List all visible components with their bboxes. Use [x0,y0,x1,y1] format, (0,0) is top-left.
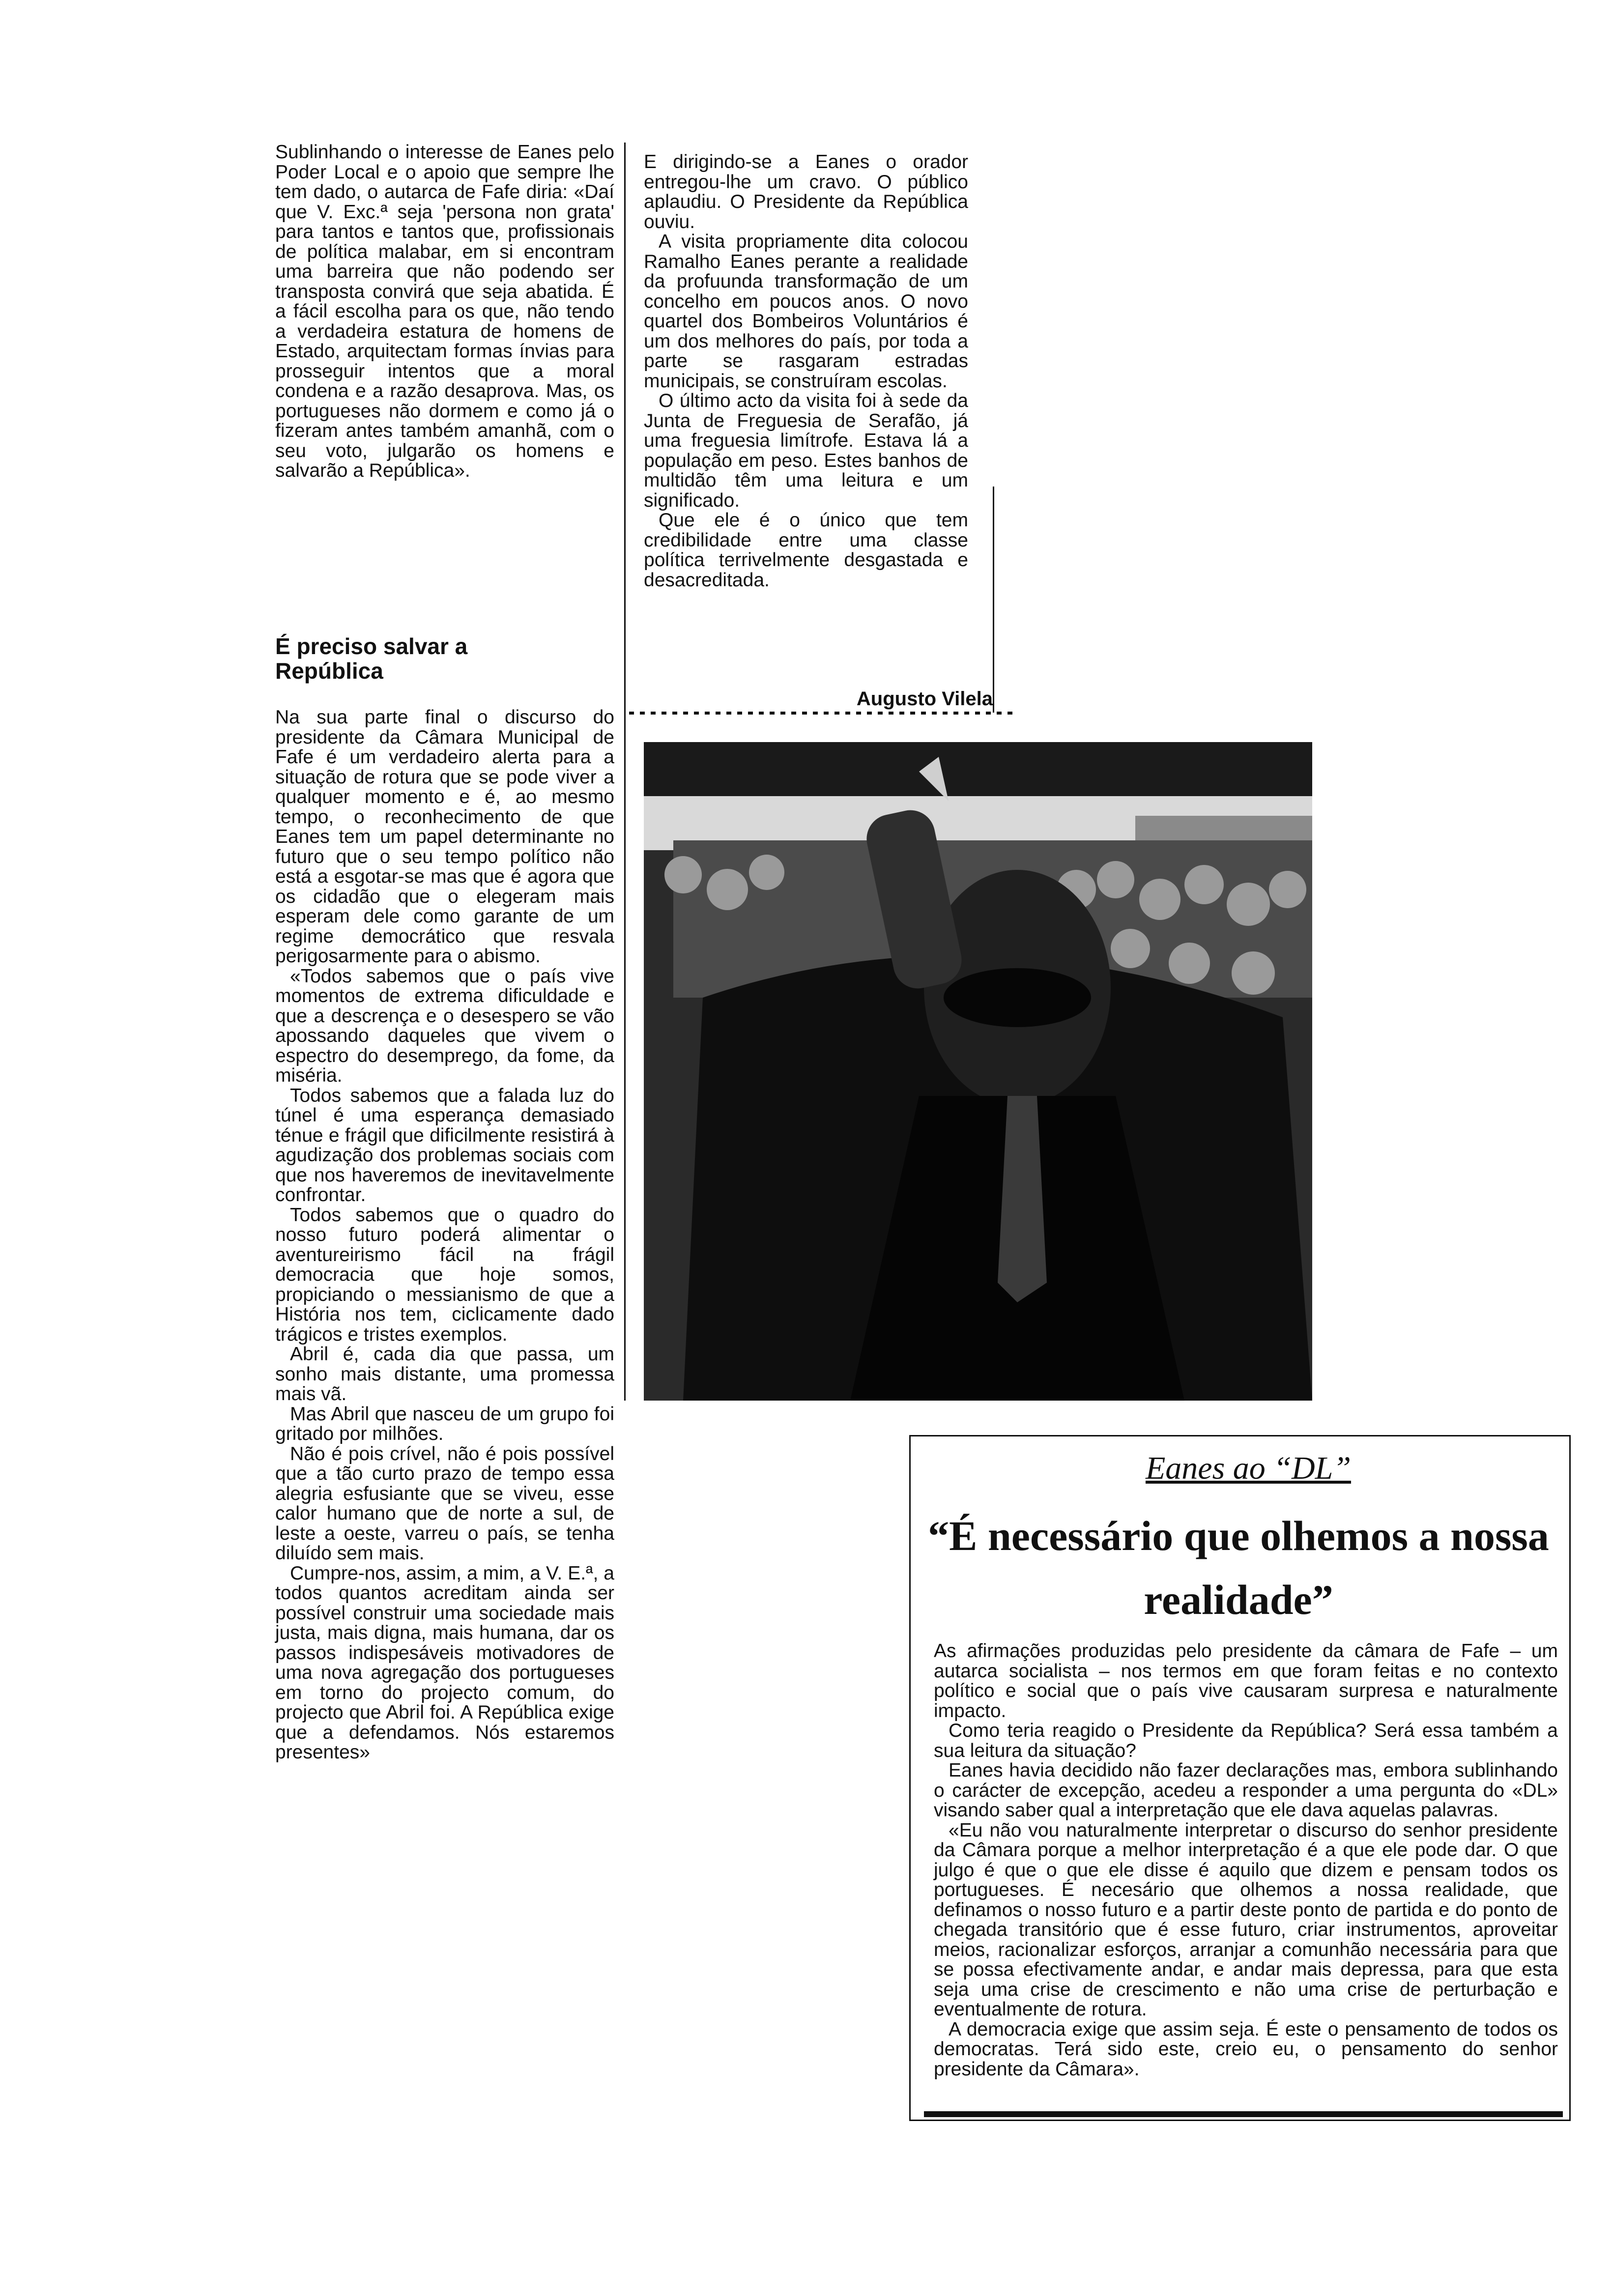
paragraph: Abril é, cada dia que passa, um sonho mais distante, uma promessa mais vã. [275,1344,614,1405]
paragraph: Como teria reagido o Presidente da República? Será essa também a sua leitura da situação? [934,1720,1558,1761]
news-photo [644,742,1312,1401]
paragraph: E dirigindo-se a Eanes o orador entregou-lhe um cravo. O público aplaudiu. O Presidente da República ouviu. [644,151,968,232]
paragraph: Sublinhando o interesse de Eanes pelo Poder Local e o apoio que sempre lhe tem dado, o autarca de Fafe diria: «Daí que V. Exc.ª seja 'persona non grata' para tantos e tantos que, profissionais de política malabar, em si encontram uma barreira que não podendo ser transposta convirá que seja abatida. É a fácil escolha para os que, não tendo a verdadeira estatura de homens de Estado, arquitectam formas ínvias para prosseguir intentos que a moral condena e a razão desaprova. Mas, os portugueses não dormem e como já o fizeram antes também amanhã, com o seu voto, julgarão os homens e salvarão a República». [275,142,614,481]
paragraph: Que ele é o único que tem credibilidade entre uma classe política terrivelmente desgastada e desacreditada. [644,510,968,591]
paragraph: «Todos sabemos que o país vive momentos de extrema dificuldade e que a descrença e o desespero se vão apossando daqueles que vivem o espectro do desemprego, da fome, da miséria. [275,965,614,1086]
paragraph: «Eu não vou naturalmente interpretar o discurso do senhor presidente da Câmara porque a melhor interpretação é a que ele pode dar. O que julgo é que o que ele disse é aquilo que dizem e pensam todos os portugueses. É necesário que olhemos a nossa realidade, que definamos o nosso futuro e a partir deste ponto de partida e do ponto de chegada transitório que é esse futuro, criar instrumentos, aproveitar meios, racionalizar esforços, arranjar a comunhão necessária para que se possa efectivamente andar, e andar mais depressa, para que esta seja uma crise de crescimento e não uma crise de perturbação e eventualmente de rotura. [934,1819,1558,2020]
paragraph: A democracia exige que assim seja. É este o pensamento de todos os democratas. Terá sido este, creio eu, o pensamento do senhor presidente da Câmara». [934,2018,1558,2080]
box-headline: “É necessário que olhemos a nossa realidade” [928,1512,1549,1623]
box-body [934,1641,1558,2079]
section-subheading: É preciso salvar a República [275,633,468,684]
paragraph: Não é pois crível, não é pois possível que a tão curto prazo de tempo essa alegria esfusiante que se viveu, esse calor humano que de norte a sul, de leste a oeste, varreu o país, se tenha diluído sem mais. [275,1443,614,1564]
dotted-rule [629,712,1012,715]
article-column-2 [644,152,968,590]
column-2-right-rule [993,487,994,713]
paragraph: Na sua parte final o discurso do presidente da Câmara Municipal de Fafe é um verdadeiro alerta para a situação de rotura que se pode viver a qualquer momento e é, ao mesmo tempo, o reconhecimento de que Eanes tem um papel determinante no futuro que o seu tempo político não está a esgotar-se mas que é agora que os cidadão que o elegeram mais esperam dele como garante de um regime democrático que resvala perigosarmente para o abismo. [275,707,614,967]
box-bottom-bar [924,2111,1563,2117]
paragraph: A visita propriamente dita colocou Ramalho Eanes perante a realidade da profuunda transformação de um concelho em poucos anos. O novo quartel dos Bombeiros Voluntários é um dos melhores do país, por toda a parte se rasgaram estradas municipais, se construíram escolas. [644,231,968,392]
box-kicker: Eanes ao “DL” [1145,1450,1352,1486]
byline: Augusto Vilela [856,688,993,710]
paragraph: As afirmações produzidas pelo presidente da câmara de Fafe – um autarca socialista – nos termos em que foram feitas e no contexto político e social que o país vive causaram surpresa e naturalmente impacto. [934,1640,1558,1722]
paragraph: O último acto da visita foi à sede da Junta de Freguesia de Serafão, já uma freguesia limítrofe. Estava lá a população em peso. Estes banhos de multidão têm uma leitura e um significado. [644,390,968,511]
paragraph: Todos sabemos que o quadro do nosso futuro poderá alimentar o aventureirismo fácil na frágil democracia que hoje somos, propiciando o messianismo de que a História nos tem, ciclicamente dado trágicos e tristes exemplos. [275,1204,614,1345]
article-column-1 [275,143,614,481]
paragraph: Todos sabemos que a falada luz do túnel é uma esperança demasiado ténue e frágil que dificilmente resistirá à agudização dos problemas sociais com que nos haveremos de inevitavelmente confrontar. [275,1085,614,1205]
paragraph: Mas Abril que nasceu de um grupo foi gritado por milhões. [275,1403,614,1444]
article-column-1-continued [275,708,614,1763]
paragraph: Eanes havia decidido não fazer declarações mas, embora sublinhando o carácter de excepção, acedeu a responder a uma pergunta do «DL» visando saber qual a interpretação que ele dava aquelas palavras. [934,1760,1558,1821]
column-divider [624,143,626,1401]
paragraph: Cumpre-nos, assim, a mim, a V. E.ª, a todos quantos acreditam ainda ser possível construir uma sociedade mais justa, mais digna, mais humana, dar os passos indispesáveis motivadores de uma nova agregação dos portugueses em torno do projecto comum, do projecto que Abril foi. A República exige que a defendamos. Nós estaremos presentes» [275,1562,614,1763]
